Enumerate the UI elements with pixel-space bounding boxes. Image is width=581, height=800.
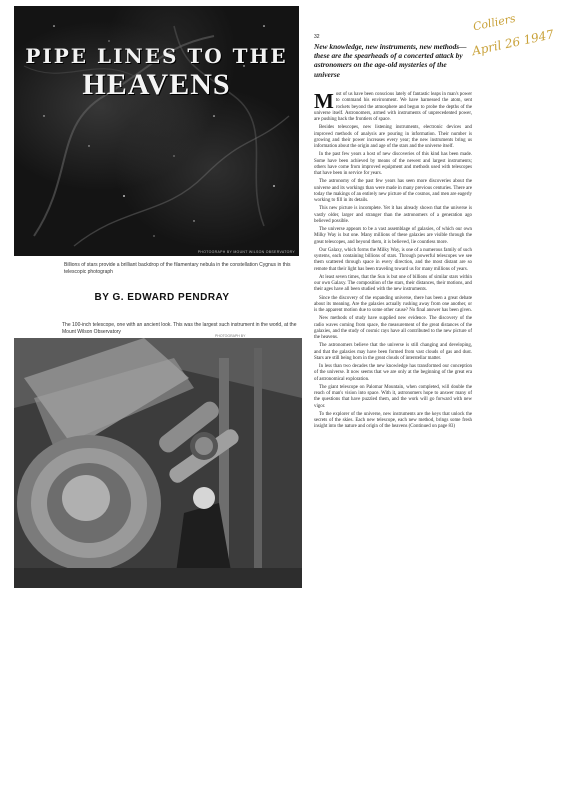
- handwritten-annotation: [466, 0, 581, 58]
- drop-cap: M: [314, 89, 334, 113]
- handwritten-magazine-name: Colliers: [471, 11, 517, 34]
- handwritten-date: April 26 1947: [470, 27, 556, 59]
- article-paragraph: This new picture is incomplete. Yet it has already shown that the universe is vastly older, larger and stranger than the astronomers of a generation ago believed possible.: [314, 206, 472, 224]
- telescope-photo: [14, 338, 302, 588]
- article-paragraph: At least seven times, that the Sun is but one of billions of similar stars within our own Galaxy. The composition of the stars, their distances, their motions, and their ages have all been studied with the new instruments.: [314, 274, 472, 293]
- page-number: 32: [314, 34, 320, 40]
- article-deck: New knowledge, new instruments, new methods—these are the spearheads of a concerted attack by astronomers on the age-old mysteries of the universe: [314, 42, 467, 79]
- article-paragraph: In less than two decades the new knowledge has transformed our conception of the universe. It now seems that we are only at the beginning of the great era of astronomical exploration.: [314, 364, 472, 382]
- nebula-photo-credit: PHOTOGRAPH BY MOUNT WILSON OBSERVATORY: [197, 250, 295, 254]
- article-paragraph: The giant telescope on Palomar Mountain, when completed, will double the reach of man's vision into space. With it, astronomers hope to answer many of the questions that have puzzled them, and the work will go forward with new vigor.: [314, 384, 472, 409]
- telescope-illustration: [14, 338, 302, 588]
- telescope-photo-credit: PHOTOGRAPH BY: [215, 334, 246, 338]
- article-paragraph: The astronomers believe that the universe is still changing and developing, and that the galaxies may have been formed from vast clouds of gas and dust. Stars are still being born in the great clouds of interstellar matter.: [314, 343, 472, 361]
- article-paragraph: The astronomy of the past few years has seen more discoveries about the universe and its workings than were made in many previous centuries. There are today the makings of an entirely new picture of the cosmos, and men are eagerly working to fill in its details.: [314, 179, 472, 203]
- article-paragraph: To the explorer of the universe, new instruments are the keys that unlock the secrets of the skies. Each new telescope, each new method, brings some fresh insight into the nature and origin of the heavens (Continued on page 83): [314, 411, 472, 430]
- title-line-2: HEAVENS: [82, 68, 231, 101]
- article-paragraph: Since the discovery of the expanding universe, there has been a great debate about its meaning. Are the galaxies actually rushing away from one another, or is the apparent motion due to some other cause? No final answer has been given.: [314, 295, 472, 313]
- article-paragraph: The universe appears to be a vast assemblage of galaxies, of which our own Milky Way is but one. Many millions of these galaxies are visible through the great telescopes, and beyond them, it is believed, lie countless more.: [314, 227, 472, 245]
- nebula-caption: Billions of stars provide a brilliant backdrop of the filamentary nebula in the constellation Cygnus in this telescopic photograph: [64, 262, 291, 275]
- article-paragraph: New methods of study have supplied new evidence. The discovery of the radio waves coming from space, the measurement of the great distances of the galaxies, and the study of cosmic rays have all contributed to the new picture of the heavens.: [314, 316, 472, 340]
- nebula-title-photo: [14, 6, 299, 256]
- article-body: [314, 89, 472, 433]
- article-paragraph: Besides telescopes, new listening instruments, electronic devices and improved methods of analysis are pouring in information. Their number is growing and their power increases every year; the new instruments bring us information about the origin and age of the stars and the universe itself.: [314, 125, 472, 149]
- telescope-caption: The 100-inch telescope, one with an ancient look. This was the largest such instrument in the world, at the Mount Wilson Observatory: [62, 322, 297, 335]
- title-line-1: PIPE LINES TO THE: [25, 44, 288, 68]
- author-byline: BY G. EDWARD PENDRAY: [94, 292, 230, 303]
- article-paragraph-lead: [314, 89, 472, 123]
- article-paragraph: Our Galaxy, which forms the Milky Way, is one of a numerous family of such systems, each containing billions of stars. Through powerful telescopes we see them scattered through space in every direction, and the most distant are so remote that their light has been traveling toward us for many millions of years.: [314, 247, 472, 272]
- article-paragraph: In the past few years a host of new discoveries of this kind has been made. Some have been achieved by means of the newest and largest instruments; others have come from improved equipment and methods used with telescopes that have been in service for years.: [314, 152, 472, 176]
- article-paragraph-text: ost of us have been conscious lately of fantastic leaps in man's power to command his environment. We have harnessed the atom, sent rockets beyond the atmosphere and begun to probe the depths of the universe itself. Astronomers, armed with instruments of unprecedented power, are pushing back the frontiers of space.: [314, 92, 472, 122]
